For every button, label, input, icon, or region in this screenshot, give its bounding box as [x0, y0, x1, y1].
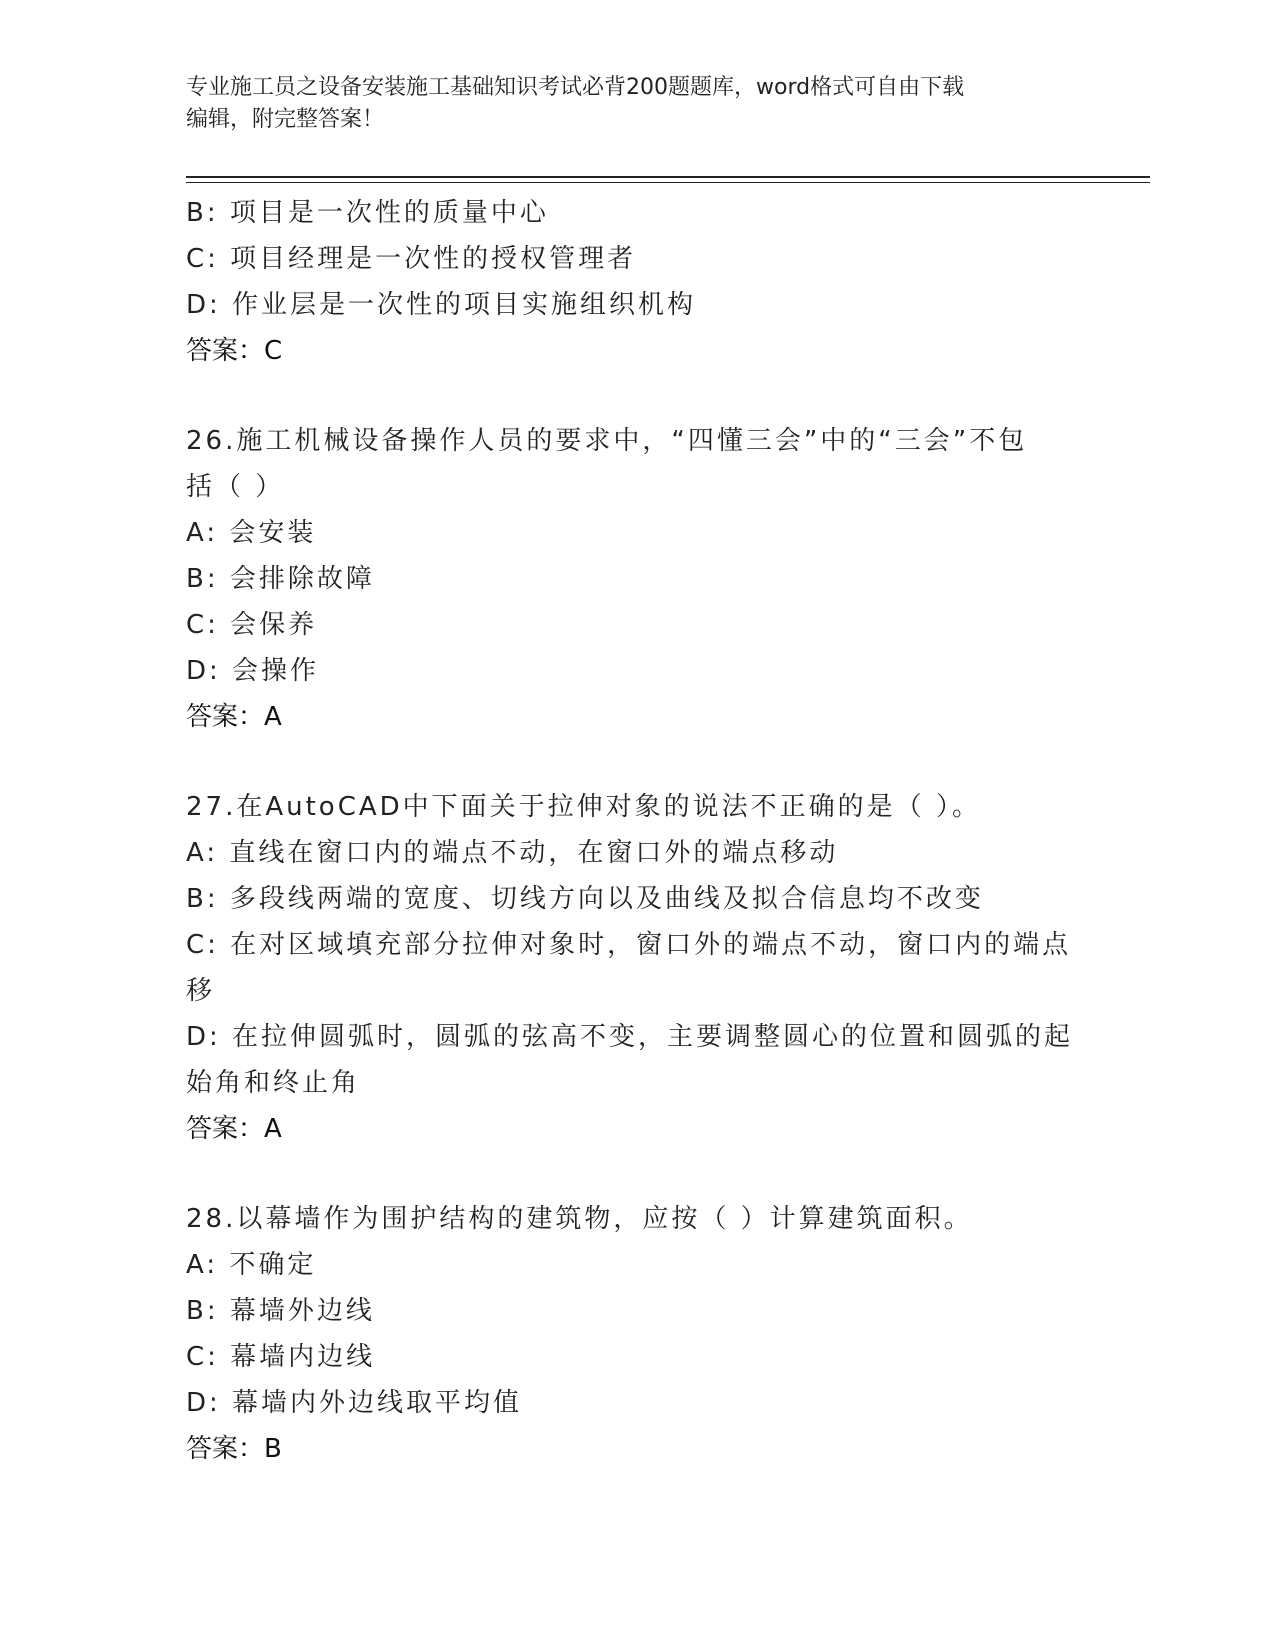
option-d-line-1: D: 在拉伸圆弧时，圆弧的弦高不变，主要调整圆心的位置和圆弧的起	[186, 1022, 1074, 1052]
option-a: A: 不确定	[186, 1250, 317, 1280]
header-divider-thick	[186, 176, 1150, 178]
option-a: A: 会安装	[186, 518, 317, 548]
option-b: B: 项目是一次性的质量中心	[186, 198, 549, 228]
answer-line: 答案：A	[186, 1114, 282, 1144]
header-divider-thin	[186, 182, 1150, 183]
question-27	[186, 784, 1086, 1152]
question-25-continued	[186, 190, 1086, 374]
option-c-line-2: 移	[186, 976, 216, 1006]
option-d: D: 幕墙内外边线取平均值	[186, 1388, 523, 1418]
header-title-line-1: 专业施工员之设备安装施工基础知识考试必背200题题库，word格式可自由下载	[186, 75, 965, 100]
option-d: D: 会操作	[186, 656, 320, 686]
question-28	[186, 1196, 1086, 1472]
answer-line: 答案：B	[186, 1434, 282, 1464]
option-c: C: 会保养	[186, 610, 318, 640]
option-d: D: 作业层是一次性的项目实施组织机构	[186, 290, 697, 320]
option-a: A: 直线在窗口内的端点不动，在窗口外的端点移动	[186, 838, 839, 868]
option-b: B: 幕墙外边线	[186, 1296, 375, 1326]
question-stem-line-1: 26.施工机械设备操作人员的要求中，“四懂三会”中的“三会”不包	[186, 426, 1028, 456]
question-stem-line-2: 括（ ）	[186, 472, 285, 502]
question-stem: 28.以幕墙作为围护结构的建筑物，应按（ ）计算建筑面积。	[186, 1204, 973, 1234]
option-d-line-2: 始角和终止角	[186, 1068, 361, 1098]
option-b: B: 多段线两端的宽度、切线方向以及曲线及拟合信息均不改变	[186, 884, 984, 914]
answer-line: 答案：C	[186, 336, 283, 366]
document-header	[186, 72, 1066, 136]
question-26	[186, 418, 1086, 740]
option-b: B: 会排除故障	[186, 564, 375, 594]
question-list	[186, 190, 1086, 1472]
option-c: C: 幕墙内边线	[186, 1342, 376, 1372]
option-c: C: 项目经理是一次性的授权管理者	[186, 244, 637, 274]
option-c-line-1: C: 在对区域填充部分拉伸对象时，窗口外的端点不动，窗口内的端点	[186, 930, 1072, 960]
question-stem: 27.在AutoCAD中下面关于拉伸对象的说法不正确的是（ ）。	[186, 792, 981, 822]
answer-line: 答案：A	[186, 702, 282, 732]
header-title-line-2: 编辑，附完整答案！	[186, 107, 385, 132]
